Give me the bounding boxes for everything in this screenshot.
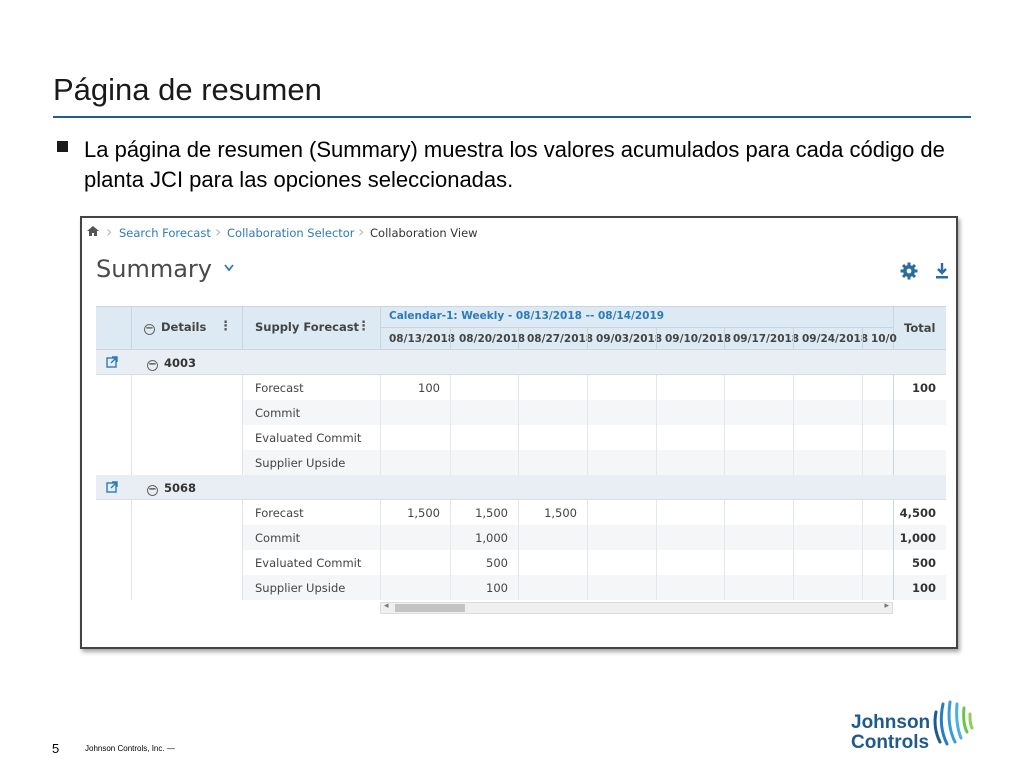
row-label: Evaluated Commit [242,550,380,575]
value-cell [862,575,892,600]
value-cell [380,525,450,550]
page-number: 5 [52,741,60,756]
value-cell [862,425,892,450]
date-header: 09/17/2018 [724,328,793,350]
date-header: 10/0 [862,328,892,350]
scroll-left-icon[interactable]: ◂ [384,601,389,611]
value-cell [450,375,518,400]
breadcrumb-collaboration-view: Collaboration View [370,226,478,240]
chevron-right-icon: › [106,222,113,241]
company-footer: Johnson Controls, Inc. — [85,744,175,753]
value-cell [793,425,862,450]
chevron-right-icon: › [215,222,222,241]
value-cell [862,450,892,475]
horizontal-scrollbar[interactable] [380,602,893,614]
slide-title: Página de resumen [53,72,322,107]
date-header: 09/03/2018 [587,328,656,350]
value-cell [862,525,892,550]
value-cell [587,550,656,575]
chevron-right-icon: › [358,222,365,241]
value-cell [518,400,587,425]
column-menu-icon[interactable]: ⋮ [357,319,370,334]
row-label: Evaluated Commit [242,425,380,450]
value-cell: 1,500 [380,500,450,525]
value-cell [656,525,724,550]
calendar-header: Calendar-1: Weekly - 08/13/2018 -- 08/14/2019 [380,306,893,328]
group-code[interactable] [131,475,281,500]
group-code-label: 5068 [164,481,197,495]
johnson-controls-logo-icon [930,698,976,748]
date-header: 09/24/2018 [793,328,862,350]
column-menu-icon[interactable]: ⋮ [219,319,232,334]
value-cell: 500 [450,550,518,575]
value-cell: 1,500 [518,500,587,525]
value-cell [587,450,656,475]
logo-line-2: Controls [851,732,930,753]
row-label: Supplier Upside [242,575,380,600]
value-cell [518,550,587,575]
value-cell [862,400,892,425]
value-cell [518,425,587,450]
value-cell [793,400,862,425]
group-code-label: 4003 [164,356,197,370]
bullet-point [57,135,977,195]
value-cell [518,525,587,550]
page-title: Summary [96,255,212,283]
external-link-icon[interactable] [106,356,118,368]
value-cell [656,500,724,525]
total-cell: 500 [893,550,946,575]
value-cell [518,450,587,475]
value-cell [656,375,724,400]
value-cell [450,425,518,450]
value-cell: 100 [450,575,518,600]
value-cell [450,400,518,425]
total-header: Total [893,306,946,350]
value-cell [380,575,450,600]
value-cell [793,375,862,400]
date-header: 08/27/2018 [518,328,587,350]
value-cell [862,500,892,525]
collapse-icon[interactable]: − [145,323,154,334]
value-cell [793,450,862,475]
value-cell [656,450,724,475]
summary-table [96,306,946,626]
chevron-down-icon[interactable] [224,264,234,272]
value-cell [724,375,793,400]
group-code[interactable] [131,350,281,375]
value-cell: 1,500 [450,500,518,525]
value-cell [862,375,892,400]
value-cell [380,400,450,425]
open-icon[interactable] [106,356,120,370]
total-cell: 100 [893,575,946,600]
value-cell [380,425,450,450]
total-cell [893,450,946,475]
collapse-icon[interactable]: − [148,359,157,370]
gear-icon[interactable] [900,262,918,280]
value-cell [380,450,450,475]
breadcrumb [82,218,956,248]
bullet-square-icon [57,141,68,152]
row-label: Forecast [242,375,380,400]
breadcrumb-search-forecast[interactable]: Search Forecast [119,226,211,240]
total-cell [893,425,946,450]
value-cell [724,500,793,525]
total-cell: 100 [893,375,946,400]
value-cell [518,575,587,600]
value-cell [724,450,793,475]
logo-line-1: Johnson [851,712,931,733]
download-icon[interactable] [934,262,950,280]
external-link-icon[interactable] [106,481,118,493]
value-cell [656,425,724,450]
total-cell: 4,500 [893,500,946,525]
total-cell: 1,000 [893,525,946,550]
scrollbar-thumb[interactable] [395,604,465,612]
value-cell [587,400,656,425]
row-label: Supplier Upside [242,450,380,475]
value-cell [587,375,656,400]
collapse-icon[interactable]: − [148,484,157,495]
value-cell [793,550,862,575]
scroll-right-icon[interactable]: ▸ [884,601,889,611]
value-cell [724,575,793,600]
title-divider [53,116,971,118]
value-cell [587,500,656,525]
value-cell [862,550,892,575]
details-label: Details [161,320,207,334]
value-cell: 100 [380,375,450,400]
date-header: 09/10/2018 [656,328,724,350]
app-screenshot [80,216,958,649]
value-cell [380,550,450,575]
value-cell [587,425,656,450]
value-cell [793,525,862,550]
value-cell [724,400,793,425]
supply-forecast-header[interactable] [242,306,380,350]
open-icon[interactable] [106,481,120,495]
value-cell [656,550,724,575]
value-cell [450,450,518,475]
supply-forecast-label: Supply Forecast [255,320,360,334]
value-cell [724,525,793,550]
details-cell [131,500,242,600]
row-label: Commit [242,400,380,425]
company-logo-text [851,713,930,753]
details-header[interactable] [131,306,242,350]
value-cell: 1,000 [450,525,518,550]
value-cell [724,550,793,575]
breadcrumb-collaboration-selector[interactable]: Collaboration Selector [227,226,355,240]
value-cell [518,375,587,400]
date-header: 08/13/2018 [380,328,450,350]
home-icon[interactable] [87,226,99,236]
value-cell [793,500,862,525]
value-cell [587,575,656,600]
value-cell [656,575,724,600]
bullet-text: La página de resumen (Summary) muestra los valores acumulados para cada código de planta JCI para las opciones seleccionadas. [84,137,945,192]
value-cell [724,425,793,450]
value-cell [587,525,656,550]
value-cell [793,575,862,600]
row-label: Commit [242,525,380,550]
value-cell [656,400,724,425]
details-cell [131,375,242,475]
total-cell [893,400,946,425]
row-label: Forecast [242,500,380,525]
date-header: 08/20/2018 [450,328,518,350]
